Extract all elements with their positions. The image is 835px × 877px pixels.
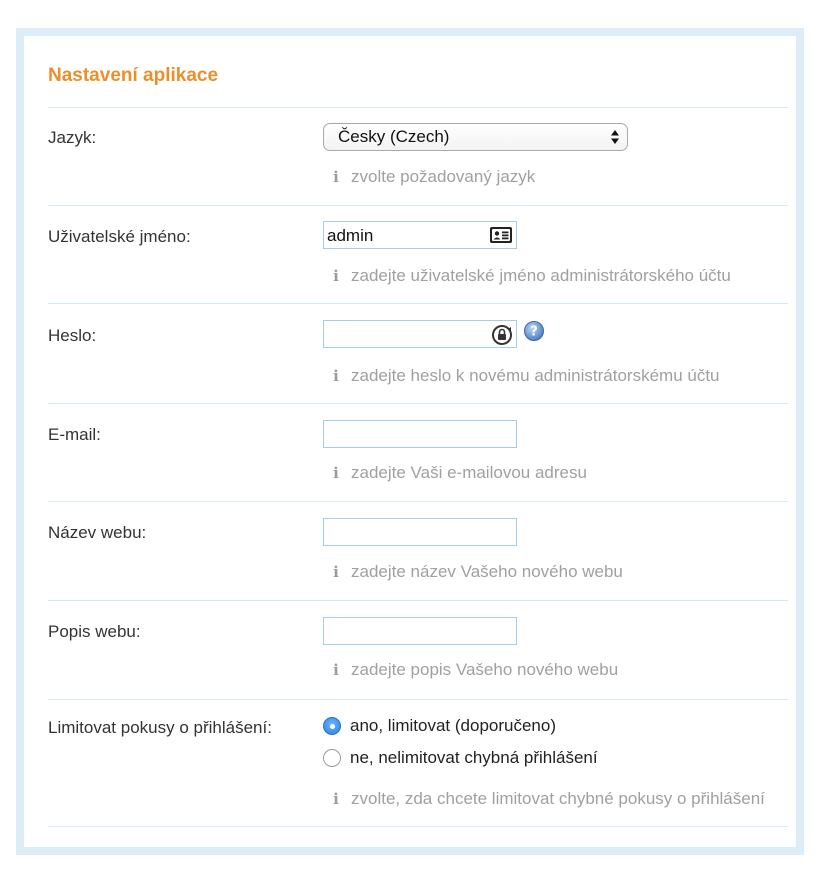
language-row — [48, 107, 788, 205]
site-description-input[interactable] — [323, 617, 517, 645]
username-label: Uživatelské jméno: — [48, 227, 191, 246]
settings-panel — [16, 28, 804, 855]
password-row — [48, 303, 788, 403]
contact-card-icon[interactable] — [489, 225, 513, 245]
email-hint — [330, 463, 587, 483]
info-icon: i — [333, 464, 339, 482]
language-hint — [330, 167, 535, 187]
site-name-label: Název webu: — [48, 523, 147, 542]
radio-button-unselected[interactable] — [323, 749, 341, 767]
login-limit-option-no-label[interactable]: ne, nelimitovat chybná přihlášení — [350, 748, 598, 767]
login-limit-hint — [330, 789, 765, 809]
username-input[interactable] — [323, 221, 517, 249]
info-icon: i — [333, 267, 339, 285]
password-input[interactable] — [323, 320, 517, 348]
language-select[interactable] — [323, 123, 628, 151]
password-label: Heslo: — [48, 326, 97, 345]
language-label: Jazyk: — [48, 128, 97, 147]
login-limit-hint-text: zvolte, zda chcete limitovat chybné pokusy o přihlášení — [351, 789, 765, 808]
help-question-icon[interactable] — [523, 320, 545, 342]
language-selected-value: Česky (Czech) — [338, 127, 450, 146]
language-hint-text: zvolte požadovaný jazyk — [351, 167, 536, 186]
password-lock-icon[interactable] — [491, 324, 513, 346]
info-icon: i — [333, 168, 339, 186]
info-icon: i — [333, 790, 339, 808]
panel-title: Nastavení aplikace — [48, 65, 219, 86]
email-label: E-mail: — [48, 425, 101, 444]
site-name-hint-text: zadejte název Vašeho nového webu — [351, 562, 623, 581]
username-value: admin — [327, 226, 374, 245]
up-down-arrows-icon — [610, 128, 620, 146]
username-hint-text: zadejte uživatelské jméno administrátorského účtu — [351, 266, 731, 285]
login-limit-option-yes-label[interactable]: ano, limitovat (doporučeno) — [350, 716, 557, 735]
radio-button-selected[interactable] — [323, 717, 341, 735]
email-row — [48, 403, 788, 501]
info-icon: i — [333, 367, 339, 385]
site-description-label: Popis webu: — [48, 622, 141, 641]
svg-text:?: ? — [530, 324, 538, 340]
site-name-hint — [330, 562, 623, 582]
email-input[interactable] — [323, 420, 517, 448]
username-hint — [330, 266, 731, 286]
login-limit-option-no[interactable] — [323, 748, 598, 768]
site-description-row — [48, 600, 788, 699]
login-limit-row — [48, 699, 788, 827]
password-control — [323, 320, 538, 348]
username-row — [48, 205, 788, 303]
site-name-input[interactable] — [323, 518, 517, 546]
site-description-hint — [330, 660, 618, 680]
info-icon: i — [333, 661, 339, 679]
password-hint-text: zadejte heslo k novému administrátorskému účtu — [351, 366, 720, 385]
email-hint-text: zadejte Vaši e-mailovou adresu — [351, 463, 587, 482]
password-hint — [330, 366, 720, 386]
site-name-row — [48, 501, 788, 600]
site-description-hint-text: zadejte popis Vašeho nového webu — [351, 660, 619, 679]
login-limit-label: Limitovat pokusy o přihlášení: — [48, 718, 272, 737]
login-limit-option-yes[interactable] — [323, 716, 556, 736]
info-icon: i — [333, 563, 339, 581]
